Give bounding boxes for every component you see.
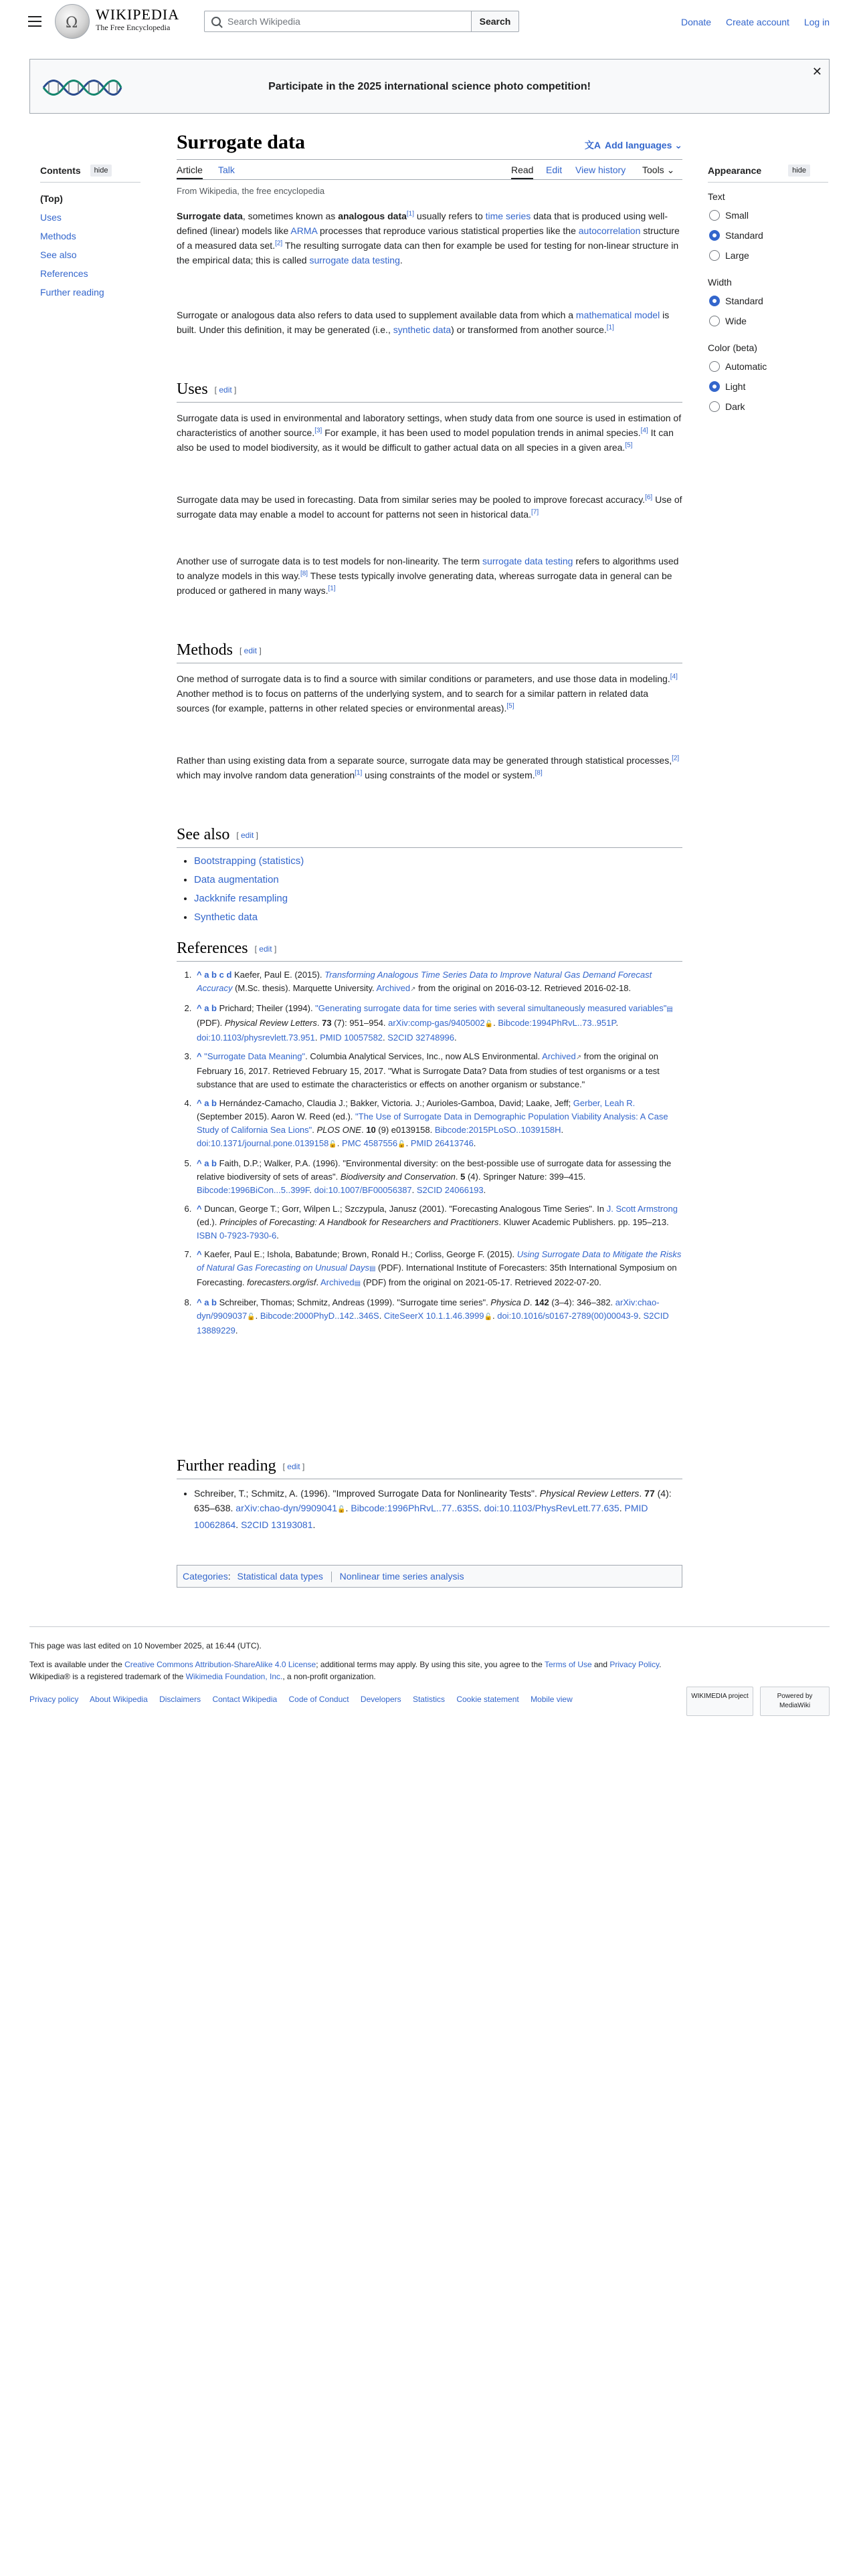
tab-article[interactable]: Article — [177, 163, 203, 179]
backlink[interactable]: ^ a b — [197, 1003, 217, 1013]
toc-item-references[interactable]: References — [40, 268, 88, 280]
text: The resulting surrogate data can then for example be used for testing for non-linear structure in the empirical data; this is called — [177, 240, 679, 265]
edit-section: [ edit ] — [214, 385, 237, 395]
toc-item-methods[interactable]: Methods — [40, 231, 76, 242]
site-header — [0, 0, 859, 44]
tab-view-history[interactable]: View history — [575, 165, 626, 175]
wikipedia-globe-logo[interactable] — [55, 4, 90, 39]
edit-section: [ edit ] — [254, 944, 277, 954]
text: Surrogate or analogous data also refers to data used to supplement available data from which a — [177, 310, 576, 320]
text: processes that reproduce various statistical properties like the — [317, 225, 579, 236]
text: . — [312, 1125, 317, 1135]
appearance-title: Appearance — [708, 165, 762, 176]
identifier-link[interactable]: S2CID 32748996 — [387, 1033, 455, 1043]
text: usually refers to — [414, 211, 486, 221]
color-label: Color (beta) — [708, 342, 757, 354]
text: . — [316, 1018, 322, 1028]
banner-text[interactable]: Participate in the 2025 international science photo competition! — [268, 81, 591, 92]
text: which may involve random data generation — [177, 770, 355, 780]
see-also-link[interactable]: Data augmentation — [194, 874, 279, 885]
text: . — [529, 1297, 535, 1307]
text: Text is available under the — [29, 1660, 125, 1669]
free-access-icon: 🔓 — [328, 1141, 337, 1148]
text: ) or transformed from another source. — [451, 324, 607, 335]
identifier-link[interactable]: Bibcode:2015PLoSO..1039158H — [434, 1125, 561, 1135]
text: For example, it has been used to model population trends in animal species. — [322, 427, 641, 438]
uses-paragraph-3 — [177, 554, 682, 598]
citation[interactable]: [3] — [314, 427, 322, 435]
footer-link[interactable]: Developers — [360, 1695, 401, 1704]
identifier-link[interactable]: PMC 4587556 — [342, 1138, 398, 1148]
footer-divider — [29, 1626, 830, 1627]
text: . — [455, 1172, 461, 1182]
text-size-large-option[interactable] — [708, 245, 828, 265]
identifier-link[interactable]: arXiv:chao-dyn/9909041 — [235, 1503, 338, 1513]
see-also-list — [187, 852, 304, 927]
toc-header — [40, 163, 140, 183]
citation[interactable]: [7] — [531, 508, 539, 516]
title-divider — [177, 159, 682, 160]
reference-item — [194, 1050, 682, 1091]
divider — [331, 1572, 332, 1582]
free-access-icon: 🔓 — [397, 1141, 406, 1148]
free-access-icon: 🔓 — [337, 1506, 346, 1513]
identifier-link[interactable]: doi:10.1371/journal.pone.0139158 — [197, 1138, 329, 1148]
archived-link[interactable]: Archived — [542, 1051, 576, 1061]
text-size-small-option[interactable] — [708, 205, 828, 225]
edit-section: [ edit ] — [236, 831, 259, 841]
license-text — [29, 1658, 698, 1683]
tab-read[interactable]: Read — [511, 163, 533, 179]
text: (PDF). International Institute of Forecasters: 35th International Symposium on Forecasting. — [197, 1263, 677, 1287]
identifier-link[interactable]: Bibcode:1996BiCon...5..399F — [197, 1185, 310, 1195]
heading-text: See also — [177, 826, 230, 843]
footer-link[interactable]: Contact Wikipedia — [212, 1695, 278, 1704]
color-light-option[interactable] — [708, 377, 828, 397]
text: Hernández-Camacho, Claudia J.; Bakker, Victoria. J.; Aurioles-Gamboa, David; Laake, Jeff; — [219, 1098, 573, 1108]
identifier-link[interactable]: PMID 26413746 — [410, 1138, 474, 1148]
text: Surrogate data may be used in forecasting. Data from similar series may be pooled to improve forecast accuracy. — [177, 494, 646, 505]
section-heading-uses — [177, 379, 682, 403]
text: and — [591, 1660, 610, 1669]
chevron-down-icon: ⌄ — [666, 165, 675, 175]
wiki-link[interactable]: surrogate data testing — [309, 255, 400, 265]
text: These tests typically involve generating data, whereas surrogate data in general can be produced or gathered in many ways. — [177, 570, 672, 596]
radio-icon[interactable] — [709, 316, 720, 326]
categories-link[interactable]: Categories — [183, 1571, 228, 1582]
free-access-icon: 🔓 — [247, 1313, 256, 1321]
site-notice-banner — [29, 59, 830, 114]
backlink[interactable]: ^ — [197, 1051, 202, 1061]
website: forecasters.org/isf — [247, 1277, 316, 1287]
author-link[interactable]: Gerber, Leah R. — [573, 1098, 636, 1108]
footer-links — [29, 1693, 582, 1706]
search-button[interactable]: Search — [471, 11, 519, 32]
identifier-link[interactable]: S2CID 13193081 — [241, 1519, 313, 1530]
toc-item-uses[interactable]: Uses — [40, 212, 62, 223]
journal: Biodiversity and Conservation — [340, 1172, 456, 1182]
volume: 73 — [322, 1018, 332, 1028]
identifier-link[interactable]: doi:10.1103/physrevlett.73.951 — [197, 1033, 315, 1043]
citation[interactable]: [5] — [506, 702, 514, 710]
lead-paragraph-1 — [177, 209, 682, 267]
radio-selected-icon[interactable] — [709, 296, 720, 306]
citation[interactable]: [4] — [640, 427, 648, 435]
text: (4): 635–638. — [194, 1488, 672, 1513]
text: refers to algorithms used to analyze models in this way. — [177, 556, 679, 581]
archived-link[interactable]: Archived — [320, 1277, 355, 1287]
identifier-link[interactable]: PMID 10057582 — [320, 1033, 383, 1043]
text: from the original on 2016-03-12. Retrieved 2016-02-18. — [415, 983, 632, 993]
methods-paragraph-2 — [177, 753, 682, 782]
text: Kaefer, Paul E.; Ishola, Babatunde; Brown, Ronald H.; Corliss, George F. (2015). — [204, 1249, 517, 1259]
backlink[interactable]: ^ a b c d — [197, 970, 232, 980]
list-item: • Schreiber, T.; Schmitz, A. (1996). "Improved Surrogate Data for Nonlinearity Tests". Physical Review Letters. 77 (4): 635–638. arXiv:chao-dyn/9909041🔓. Bibcode:1996PhRvL..77..635S. doi:10.1103/PhysRevLett.77.635. PMID 10062864. S2CID 13193081. — [194, 1486, 682, 1532]
heading-text: Further reading — [177, 1457, 276, 1475]
pdf-icon: ▤ — [369, 1265, 376, 1273]
toc-item-see-also[interactable]: See also — [40, 249, 77, 261]
section-heading-methods — [177, 639, 682, 663]
section-heading-references — [177, 938, 682, 962]
identifier-link[interactable]: doi:10.1016/s0167-2789(00)00043-9 — [497, 1311, 639, 1321]
color-dark-option[interactable] — [708, 397, 828, 417]
identifier-link[interactable]: S2CID 13889229 — [197, 1311, 669, 1335]
text: Schreiber, T.; Schmitz, A. (1996). "Improved Surrogate Data for Nonlinearity Tests". — [194, 1488, 540, 1499]
wiki-link[interactable]: ARMA — [290, 225, 318, 236]
identifier-link[interactable]: PMID 10062864 — [194, 1503, 648, 1530]
wiki-link[interactable]: mathematical model — [575, 310, 660, 320]
pdf-icon: ▤ — [666, 1006, 673, 1013]
foundation-link[interactable]: Wikimedia Foundation, Inc. — [185, 1672, 283, 1681]
reference-item: 2. ^ a b Prichard; Theiler (1994). "Generating surrogate data for time series with several simultaneously measured variables"▤ (PDF). Physical Review Letters. 73 (7): 951–954. arXiv:comp-gas/9405002🔓. Bibcode:1994PhRvL..73..951P. doi:10.1103/physrevlett.73.951. PMID 10057582. S2CID 32748996. — [194, 1002, 682, 1045]
log-in-link[interactable]: Log in — [803, 17, 830, 27]
text: (ed.). — [197, 1217, 219, 1227]
book-title: Principles of Forecasting: A Handbook for Researchers and Practitioners — [219, 1217, 499, 1227]
backlink[interactable]: ^ — [197, 1249, 202, 1259]
identifier-link[interactable]: arXiv:comp-gas/9405002 — [388, 1018, 485, 1028]
identifier-link[interactable]: Bibcode:2000PhyD..142..346S — [260, 1311, 379, 1321]
option-label: Small — [725, 210, 749, 221]
text: (September 2015). Aaron W. Reed (ed.). — [197, 1111, 356, 1121]
text: is built. Under this definition, it may be generated (i.e., — [177, 310, 670, 335]
text: (7): 951–954. — [331, 1018, 389, 1028]
footer-link[interactable]: Code of Conduct — [288, 1695, 349, 1704]
text: . — [276, 1230, 279, 1241]
category-link[interactable]: Statistical data types — [237, 1571, 323, 1582]
journal: Physica D — [490, 1297, 530, 1307]
search-input[interactable] — [227, 16, 455, 27]
reference-item — [194, 1202, 682, 1243]
editor-link[interactable]: J. Scott Armstrong — [606, 1204, 678, 1214]
identifier-link[interactable]: doi:10.1103/PhysRevLett.77.635 — [484, 1503, 619, 1513]
tools-menu[interactable] — [642, 163, 674, 177]
text: Another method is to focus on patterns of the underlying system, and to search for a similar pattern in related data sources (for example, patterns in other related species or environmental areas). — [177, 688, 649, 714]
citation[interactable]: [8] — [300, 570, 308, 578]
text: . Wikipedia® is a registered trademark of the — [29, 1660, 662, 1681]
donate-link[interactable]: Donate — [680, 17, 712, 27]
references-list — [194, 968, 682, 1343]
reference-item — [194, 968, 682, 996]
wikimedia-project-badge[interactable]: WIKIMEDIA project — [686, 1687, 753, 1716]
citation[interactable]: [1] — [328, 584, 336, 593]
category-link[interactable]: Nonlinear time series analysis — [339, 1571, 464, 1582]
journal: PLOS ONE — [316, 1125, 361, 1135]
text: Duncan, George T.; Gorr, Wilpen L.; Szczypula, Janusz (2001). "Forecasting Analogous Time Series". In — [204, 1204, 607, 1214]
text: Schreiber, Thomas; Schmitz, Andreas (1999). "Surrogate time series". — [219, 1297, 491, 1307]
citation[interactable]: [5] — [625, 441, 633, 449]
journal: Physical Review Letters — [224, 1018, 317, 1028]
tabs-divider — [177, 179, 682, 180]
edit-section: [ edit ] — [282, 1462, 305, 1472]
text: ; additional terms may apply. By using this site, you agree to the — [316, 1660, 545, 1669]
heading-text: Methods — [177, 641, 233, 659]
page-tabs — [177, 163, 682, 181]
reference-item: 8. ^ a b Schreiber, Thomas; Schmitz, Andreas (1999). "Surrogate time series". Physica D. 142 (3–4): 346–382. arXiv:chao-dyn/9909037🔓. Bibcode:2000PhyD..142..346S. CiteSeerX 10.1.1.46.3999🔓. doi:10.1016/s0167-2789(00)00043-9. S2CID 13889229. — [194, 1296, 682, 1337]
volume: 142 — [535, 1297, 549, 1307]
reference-item: 4. ^ a b Hernández-Camacho, Claudia J.; Bakker, Victoria. J.; Aurioles-Gamboa, David; Laake, Jeff; Gerber, Leah R. (September 2015). Aaron W. Reed (ed.). "The Use of Surrogate Data in Demographic Population Viability Analysis: A Case Study of California Sea Lions". PLOS ONE. 10 (9) e0139158. Bibcode:2015PLoSO..1039158H. doi:10.1371/journal.pone.0139158🔓. PMC 4587556🔓. PMID 26413746. — [194, 1097, 682, 1152]
site-sub: From Wikipedia, the free encyclopedia — [177, 186, 325, 196]
edit-link[interactable]: edit — [259, 944, 272, 954]
external-link-icon: ↗ — [575, 1054, 582, 1061]
create-account-link[interactable]: Create account — [726, 17, 789, 27]
add-languages-label: Add languages — [605, 140, 672, 150]
categories-box: Categories: Statistical data types Nonlinear time series analysis — [177, 1565, 682, 1588]
citation[interactable]: [8] — [535, 769, 543, 777]
heading-text: References — [177, 940, 248, 957]
identifier-link[interactable]: Bibcode:1994PhRvL..73..951P — [498, 1018, 616, 1028]
citation[interactable]: [1] — [406, 210, 415, 218]
edit-section: [ edit ] — [240, 646, 262, 656]
width-label: Width — [708, 277, 732, 288]
see-also-link[interactable]: Bootstrapping (statistics) — [194, 855, 304, 867]
footer-link[interactable]: Cookie statement — [456, 1695, 519, 1704]
tab-edit[interactable]: Edit — [546, 165, 563, 175]
appearance-panel — [708, 163, 828, 417]
see-also-link[interactable]: Synthetic data — [194, 911, 258, 923]
radio-icon[interactable] — [709, 250, 720, 261]
wiki-link[interactable]: surrogate data testing — [482, 556, 573, 566]
text: Rather than using existing data from a separate source, surrogate data may be generated through statistical processes, — [177, 755, 672, 766]
logo-tagline: The Free Encyclopedia — [96, 23, 171, 32]
text: , a non-profit organization. — [282, 1672, 376, 1681]
reference-title-link[interactable]: "Generating surrogate data for time series with several simultaneously measured variables" — [315, 1003, 667, 1013]
list-item — [194, 852, 304, 871]
wiki-link[interactable]: time series — [485, 211, 531, 221]
journal: Physical Review Letters — [539, 1488, 640, 1499]
radio-icon[interactable] — [709, 361, 720, 372]
identifier-link[interactable]: arXiv:chao-dyn/9909037 — [197, 1297, 660, 1321]
privacy-link[interactable]: Privacy Policy — [609, 1660, 660, 1669]
option-label: Automatic — [725, 361, 767, 372]
volume: 77 — [644, 1488, 655, 1499]
volume: 10 — [366, 1125, 376, 1135]
citation[interactable]: [1] — [355, 769, 363, 777]
text: (3–4): 346–382. — [549, 1297, 615, 1307]
appearance-hide-button[interactable]: hide — [788, 165, 810, 177]
citation[interactable]: [1] — [606, 324, 614, 332]
text: . Columbia Analytical Services, Inc., now ALS Environmental. — [305, 1051, 543, 1061]
footer-link[interactable]: About Wikipedia — [90, 1695, 148, 1704]
text-size-label: Text — [708, 191, 725, 203]
page-title: Surrogate data — [177, 131, 305, 153]
text: (M.Sc. thesis). Marquette University. — [232, 983, 377, 993]
list-item — [194, 871, 304, 889]
tools-label: Tools — [642, 165, 664, 175]
color-automatic-option[interactable] — [708, 356, 828, 377]
external-link-icon: ↗ — [410, 986, 416, 993]
reference-title-link[interactable]: "The Use of Surrogate Data in Demographic Population Viability Analysis: A Case Study of California Sea Lions" — [197, 1111, 668, 1135]
license-link[interactable]: Creative Commons Attribution-ShareAlike 4.0 License — [124, 1660, 316, 1669]
section-heading-see-also — [177, 824, 682, 848]
footer-link[interactable]: Mobile view — [531, 1695, 573, 1704]
backlink[interactable]: ^ a b — [197, 1158, 217, 1168]
reference-title-link[interactable]: "Surrogate Data Meaning" — [204, 1051, 306, 1061]
radio-icon[interactable] — [709, 401, 720, 412]
citation[interactable]: [6] — [645, 494, 653, 502]
backlink[interactable]: ^ — [197, 1204, 202, 1214]
further-reading-list — [187, 1486, 682, 1532]
text: . — [399, 255, 403, 265]
free-access-icon: 🔓 — [484, 1021, 494, 1028]
text: . — [639, 1488, 645, 1499]
lead-paragraph-2 — [177, 308, 682, 337]
footer-link[interactable]: Disclaimers — [159, 1695, 201, 1704]
backlink[interactable]: ^ a b — [197, 1297, 217, 1307]
heading-text: Uses — [177, 381, 208, 398]
text: using constraints of the model or system. — [362, 770, 535, 780]
methods-paragraph-1 — [177, 671, 682, 716]
text: Another use of surrogate data is to test models for non-linearity. The term — [177, 556, 483, 566]
tab-talk[interactable]: Talk — [218, 165, 235, 175]
search-field[interactable] — [204, 11, 472, 32]
logo-wordmark[interactable]: WIKIPEDIA — [96, 6, 180, 23]
chevron-down-icon: ⌄ — [674, 140, 682, 150]
width-wide-option[interactable] — [708, 311, 828, 331]
text: One method of surrogate data is to find a source with similar conditions or parameters, and use those data in modeling. — [177, 673, 670, 684]
footer-link[interactable]: Privacy policy — [29, 1695, 79, 1704]
language-icon: 文A — [584, 140, 601, 150]
text: from the original on February 16, 2017. Retrieved February 15, 2017. "What is Surrogate Data? Data from studies of test organisms or a test substance that are used to estimate the characteristics or effects on another organism or substance." — [197, 1051, 660, 1089]
edit-link[interactable]: edit — [219, 385, 232, 395]
toc-item-top[interactable]: (Top) — [40, 193, 63, 205]
text: . Kluwer Academic Publishers. pp. 195–213. — [498, 1217, 669, 1227]
option-label: Standard — [725, 230, 763, 241]
section-heading-further-reading — [177, 1455, 682, 1479]
text: Faith, D.P.; Walker, P.A. (1996). "Environmental diversity: on the best-possible use of surrogate data for assessing the relative biodiversity of sets of areas". — [197, 1158, 672, 1182]
citation[interactable]: [2] — [672, 754, 680, 762]
text: (4). Springer Nature: 399–415. — [465, 1172, 586, 1182]
citation[interactable]: [4] — [670, 673, 678, 681]
text: structure of a measured data set. — [177, 225, 680, 251]
text-size-standard-option[interactable] — [708, 225, 828, 245]
last-edited: This page was last edited on 10 November 2025, at 16:44 (UTC). — [29, 1641, 262, 1650]
powered-by-mediawiki-badge[interactable]: Powered by MediaWiki — [760, 1687, 830, 1716]
text: data that is produced using well-defined (linear) models like — [177, 211, 668, 236]
appearance-header — [708, 163, 828, 183]
reference-title-link[interactable]: Using Surrogate Data to Mitigate the Risks of Natural Gas Forecasting on Unusual Days — [197, 1249, 682, 1273]
list-item — [194, 889, 304, 908]
terms-link[interactable]: Terms of Use — [544, 1660, 592, 1669]
toc-item-further-reading[interactable]: Further reading — [40, 287, 104, 298]
radio-selected-icon[interactable] — [709, 230, 720, 241]
text: . — [361, 1125, 367, 1135]
add-languages-button[interactable] — [585, 138, 682, 152]
reference-item: 5. ^ a b Faith, D.P.; Walker, P.A. (1996). "Environmental diversity: on the best-possible use of surrogate data for assessing the relative biodiversity of sets of areas". Biodiversity and Conservation. 5 (4). Springer Nature: 399–415. Bibcode:1996BiCon...5..399F. doi:10.1007/BF00056387. S2CID 24066193. — [194, 1157, 682, 1197]
edit-link[interactable]: edit — [287, 1462, 300, 1472]
radio-icon[interactable] — [709, 210, 720, 221]
identifier-link[interactable]: S2CID 24066193 — [416, 1185, 484, 1195]
text: (PDF) from the original on 2021-05-17. Retrieved 2022-07-20. — [361, 1277, 601, 1287]
pdf-icon: ▤ — [354, 1280, 361, 1287]
text: Use of surrogate data may enable a model to account for patterns not seen in historical data. — [177, 494, 682, 520]
footer-link[interactable]: Statistics — [412, 1695, 445, 1704]
citation[interactable]: [2] — [275, 239, 283, 247]
reference-title-link[interactable]: Transforming Analogous Time Series Data to Improve Natural Gas Demand Forecast Accuracy — [197, 970, 652, 993]
option-label: Light — [725, 381, 746, 393]
wiki-link[interactable]: synthetic data — [393, 324, 452, 335]
identifier-link[interactable]: CiteSeerX 10.1.1.46.3999 — [383, 1311, 484, 1321]
edit-link[interactable]: edit — [240, 831, 254, 841]
volume: 5 — [460, 1172, 466, 1182]
option-label: Wide — [725, 316, 747, 327]
edit-link[interactable]: edit — [244, 646, 258, 656]
text: . — [316, 1277, 320, 1287]
text: (PDF). — [197, 1018, 225, 1028]
identifier-link[interactable]: Bibcode:1996PhRvL..77..635S — [351, 1503, 479, 1513]
text: Surrogate data is used in environmental and laboratory settings, when study data from one source is used in estimation of characteristics of another source. — [177, 413, 682, 438]
main-menu-icon[interactable] — [28, 16, 41, 27]
width-standard-option[interactable] — [708, 291, 828, 311]
toc-title: Contents — [40, 165, 81, 176]
list-item — [194, 908, 304, 927]
option-label: Large — [725, 250, 749, 261]
text: It can also be used to model biodiversity, as it would be difficult to gather actual data on all species in a given area. — [177, 427, 674, 453]
table-of-contents — [40, 163, 140, 302]
close-icon[interactable]: ✕ — [812, 65, 822, 78]
text: Kaefer, Paul E. (2015). — [234, 970, 325, 980]
uses-paragraph-1 — [177, 411, 682, 455]
wiki-link[interactable]: autocorrelation — [578, 225, 641, 236]
isbn-link[interactable]: ISBN 0-7923-7930-6 — [197, 1230, 277, 1241]
reference-item — [194, 1248, 682, 1291]
bold-term: analogous data — [338, 211, 407, 221]
search-icon — [211, 17, 221, 26]
uses-paragraph-2 — [177, 492, 682, 522]
archived-link[interactable]: Archived — [376, 983, 411, 993]
text: Prichard; Theiler (1994). — [219, 1003, 316, 1013]
backlink[interactable]: ^ a b — [197, 1098, 217, 1108]
option-label: Standard — [725, 296, 763, 307]
personal-tools — [669, 15, 830, 29]
free-access-icon: 🔓 — [484, 1313, 492, 1321]
text: , sometimes known as — [242, 211, 339, 221]
bold-term: Surrogate data — [177, 211, 243, 221]
text: (9) e0139158. — [375, 1125, 435, 1135]
radio-selected-icon[interactable] — [709, 381, 720, 392]
see-also-link[interactable]: Jackknife resampling — [194, 893, 288, 904]
toc-hide-button[interactable]: hide — [90, 165, 112, 177]
identifier-link[interactable]: doi:10.1007/BF00056387 — [314, 1185, 412, 1195]
option-label: Dark — [725, 401, 745, 413]
